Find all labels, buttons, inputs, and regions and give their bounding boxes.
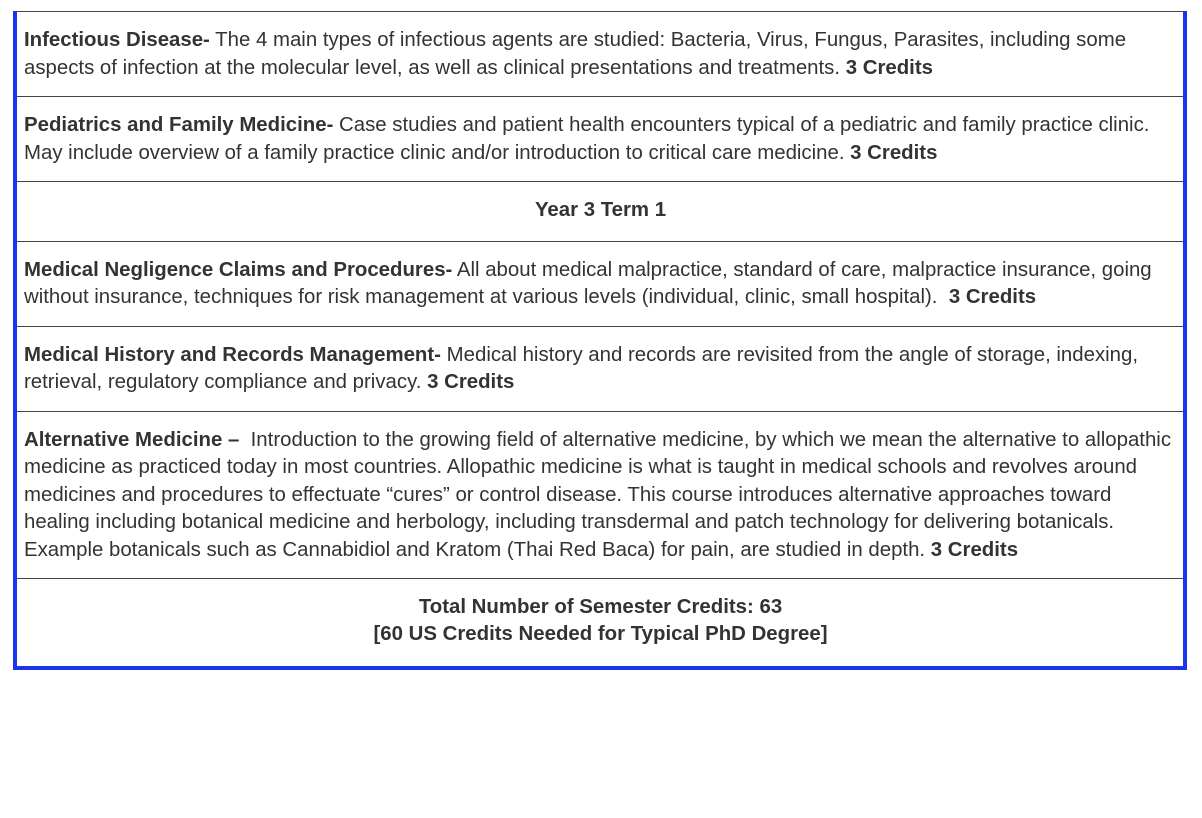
course-row-medical-negligence (17, 241, 1183, 326)
course-title: Alternative Medicine – (24, 428, 240, 451)
course-description: The 4 main types of infectious agents are studied: Bacteria, Virus, Fungus, Parasites, including some aspects of infection at the molecular level, as well as clinical presentations and treatments. (24, 29, 1127, 79)
course-description: Case studies and patient health encounters typical of a pediatric and family practice clinic. May include overview of a family practice clinic and/or introduction to critical care medicine. (24, 114, 1150, 164)
course-description: Introduction to the growing field of alternative medicine, by which we mean the alternative to allopathic medicine as practiced today in most countries. Allopathic medicine is what is taught in medical schools and revolves around medicines and procedures to effectuate “cures” or control disease. This course introduces alternative approaches toward healing including botanical medicine and herbology, including transdermal and patch technology for delivering botanicals. Example botanicals such as Cannabidiol and Kratom (Thai Red Baca) for pain, are studied in depth. (24, 428, 1177, 561)
curriculum-table (13, 11, 1187, 670)
credits-needed-note: [60 US Credits Needed for Typical PhD Degree] (373, 623, 828, 645)
credits-summary-row (17, 578, 1183, 666)
term-header-row (17, 181, 1183, 241)
course-credits: 3 Credits (930, 538, 1019, 561)
total-credits: Total Number of Semester Credits: 63 (418, 596, 783, 618)
course-description: All about medical malpractice, standard of care, malpractice insurance, going without insurance, techniques for risk management at various levels (individual, clinic, small hospital). (24, 258, 1158, 308)
course-description: Medical history and records are revisited from the angle of storage, indexing, retrieval, regulatory compliance and privacy. (24, 343, 1139, 393)
course-row-pediatrics-family-medicine (17, 96, 1183, 181)
course-credits: 3 Credits (427, 371, 515, 393)
course-credits: 3 Credits (948, 286, 1037, 308)
course-credits: 3 Credits (845, 56, 933, 79)
course-row-alternative-medicine (17, 411, 1183, 579)
course-title: Infectious Disease- (24, 29, 210, 51)
course-row-medical-history-records (17, 326, 1183, 411)
course-credits: 3 Credits (850, 141, 938, 164)
term-header: Year 3 Term 1 (534, 199, 667, 221)
course-title: Medical History and Records Management- (24, 343, 441, 366)
course-title: Medical Negligence Claims and Procedures- (24, 258, 453, 281)
course-title: Pediatrics and Family Medicine- (24, 114, 334, 136)
course-row-infectious-disease (17, 12, 1183, 96)
